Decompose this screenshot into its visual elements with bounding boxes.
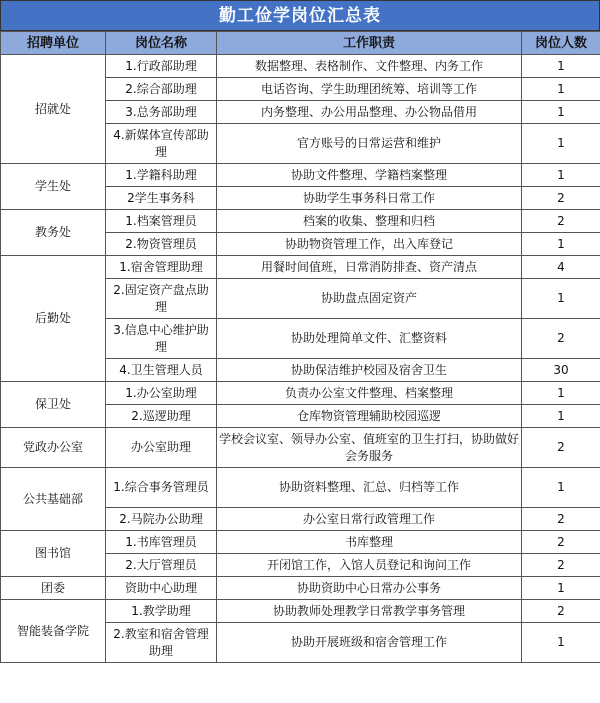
cell-duty: 开闭馆工作，入馆人员登记和询问工作 <box>217 554 522 577</box>
cell-count: 1 <box>522 382 600 405</box>
cell-count: 2 <box>522 600 600 623</box>
table-row <box>1 531 600 554</box>
cell-duty: 电话咨询、学生助理团统筹、培训等工作 <box>217 78 522 101</box>
cell-position: 1.书库管理员 <box>106 531 217 554</box>
table-row <box>1 164 600 187</box>
cell-unit: 后勤处 <box>1 256 106 382</box>
cell-count: 1 <box>522 279 600 319</box>
table-title: 勤工俭学岗位汇总表 <box>0 0 600 31</box>
cell-position: 4.新媒体宣传部助理 <box>106 124 217 164</box>
cell-position: 3.总务部助理 <box>106 101 217 124</box>
cell-count: 1 <box>522 468 600 508</box>
cell-count: 1 <box>522 55 600 78</box>
table-row <box>1 577 600 600</box>
table-row <box>1 55 600 78</box>
cell-position: 2.综合部助理 <box>106 78 217 101</box>
cell-count: 1 <box>522 101 600 124</box>
cell-unit: 团委 <box>1 577 106 600</box>
table-row <box>1 256 600 279</box>
cell-duty: 协助开展班级和宿舍管理工作 <box>217 623 522 663</box>
cell-unit: 教务处 <box>1 210 106 256</box>
cell-position: 1.教学助理 <box>106 600 217 623</box>
header-unit: 招聘单位 <box>1 32 106 55</box>
cell-count: 2 <box>522 554 600 577</box>
cell-duty: 协助保洁维护校园及宿舍卫生 <box>217 359 522 382</box>
cell-duty: 书库整理 <box>217 531 522 554</box>
cell-position: 1.综合事务管理员 <box>106 468 217 508</box>
cell-position: 2.大厅管理员 <box>106 554 217 577</box>
cell-count: 2 <box>522 210 600 233</box>
cell-duty: 内务整理、办公用品整理、办公物品借用 <box>217 101 522 124</box>
cell-duty: 办公室日常行政管理工作 <box>217 508 522 531</box>
cell-count: 30 <box>522 359 600 382</box>
cell-unit: 招就处 <box>1 55 106 164</box>
cell-position: 1.行政部助理 <box>106 55 217 78</box>
cell-duty: 协助物资管理工作，出入库登记 <box>217 233 522 256</box>
cell-duty: 用餐时间值班，日常消防排查、资产清点 <box>217 256 522 279</box>
cell-position: 2.固定资产盘点助理 <box>106 279 217 319</box>
cell-count: 2 <box>522 531 600 554</box>
positions-table <box>0 31 600 663</box>
cell-count: 1 <box>522 124 600 164</box>
cell-duty: 负责办公室文件整理、档案整理 <box>217 382 522 405</box>
cell-position: 2.巡逻助理 <box>106 405 217 428</box>
cell-duty: 协助学生事务科日常工作 <box>217 187 522 210</box>
table-row <box>1 382 600 405</box>
table-row <box>1 600 600 623</box>
cell-position: 2学生事务科 <box>106 187 217 210</box>
cell-unit: 党政办公室 <box>1 428 106 468</box>
cell-duty: 协助文件整理、学籍档案整理 <box>217 164 522 187</box>
table-row <box>1 210 600 233</box>
cell-unit: 保卫处 <box>1 382 106 428</box>
cell-count: 1 <box>522 164 600 187</box>
cell-duty: 协助资料整理、汇总、归档等工作 <box>217 468 522 508</box>
cell-position: 1.档案管理员 <box>106 210 217 233</box>
cell-duty: 仓库物资管理辅助校园巡逻 <box>217 405 522 428</box>
cell-count: 2 <box>522 508 600 531</box>
cell-position: 资助中心助理 <box>106 577 217 600</box>
cell-position: 办公室助理 <box>106 428 217 468</box>
cell-position: 2.物资管理员 <box>106 233 217 256</box>
cell-duty: 协助处理简单文件、汇整资料 <box>217 319 522 359</box>
header-duty: 工作职责 <box>217 32 522 55</box>
cell-duty: 协助教师处理教学日常教学事务管理 <box>217 600 522 623</box>
cell-unit: 图书馆 <box>1 531 106 577</box>
cell-unit: 学生处 <box>1 164 106 210</box>
cell-unit: 公共基础部 <box>1 468 106 531</box>
header-position: 岗位名称 <box>106 32 217 55</box>
cell-duty: 协助盘点固定资产 <box>217 279 522 319</box>
table-body <box>1 55 600 663</box>
cell-position: 2.马院办公助理 <box>106 508 217 531</box>
cell-position: 1.办公室助理 <box>106 382 217 405</box>
cell-count: 1 <box>522 577 600 600</box>
cell-count: 2 <box>522 319 600 359</box>
cell-position: 2.教室和宿舍管理助理 <box>106 623 217 663</box>
cell-position: 1.宿舍管理助理 <box>106 256 217 279</box>
cell-count: 2 <box>522 428 600 468</box>
cell-position: 3.信息中心维护助理 <box>106 319 217 359</box>
cell-count: 4 <box>522 256 600 279</box>
header-count: 岗位人数 <box>522 32 600 55</box>
cell-duty: 学校会议室、领导办公室、值班室的卫生打扫，协助做好会务服务 <box>217 428 522 468</box>
cell-count: 1 <box>522 78 600 101</box>
table-row <box>1 468 600 508</box>
cell-duty: 数据整理、表格制作、文件整理、内务工作 <box>217 55 522 78</box>
cell-position: 4.卫生管理人员 <box>106 359 217 382</box>
cell-unit: 智能装备学院 <box>1 600 106 663</box>
cell-duty: 档案的收集、整理和归档 <box>217 210 522 233</box>
cell-count: 1 <box>522 623 600 663</box>
table-row <box>1 428 600 468</box>
cell-duty: 协助资助中心日常办公事务 <box>217 577 522 600</box>
cell-count: 1 <box>522 233 600 256</box>
cell-count: 2 <box>522 187 600 210</box>
header-row <box>1 32 600 55</box>
cell-duty: 官方账号的日常运营和维护 <box>217 124 522 164</box>
cell-position: 1.学籍科助理 <box>106 164 217 187</box>
cell-count: 1 <box>522 405 600 428</box>
